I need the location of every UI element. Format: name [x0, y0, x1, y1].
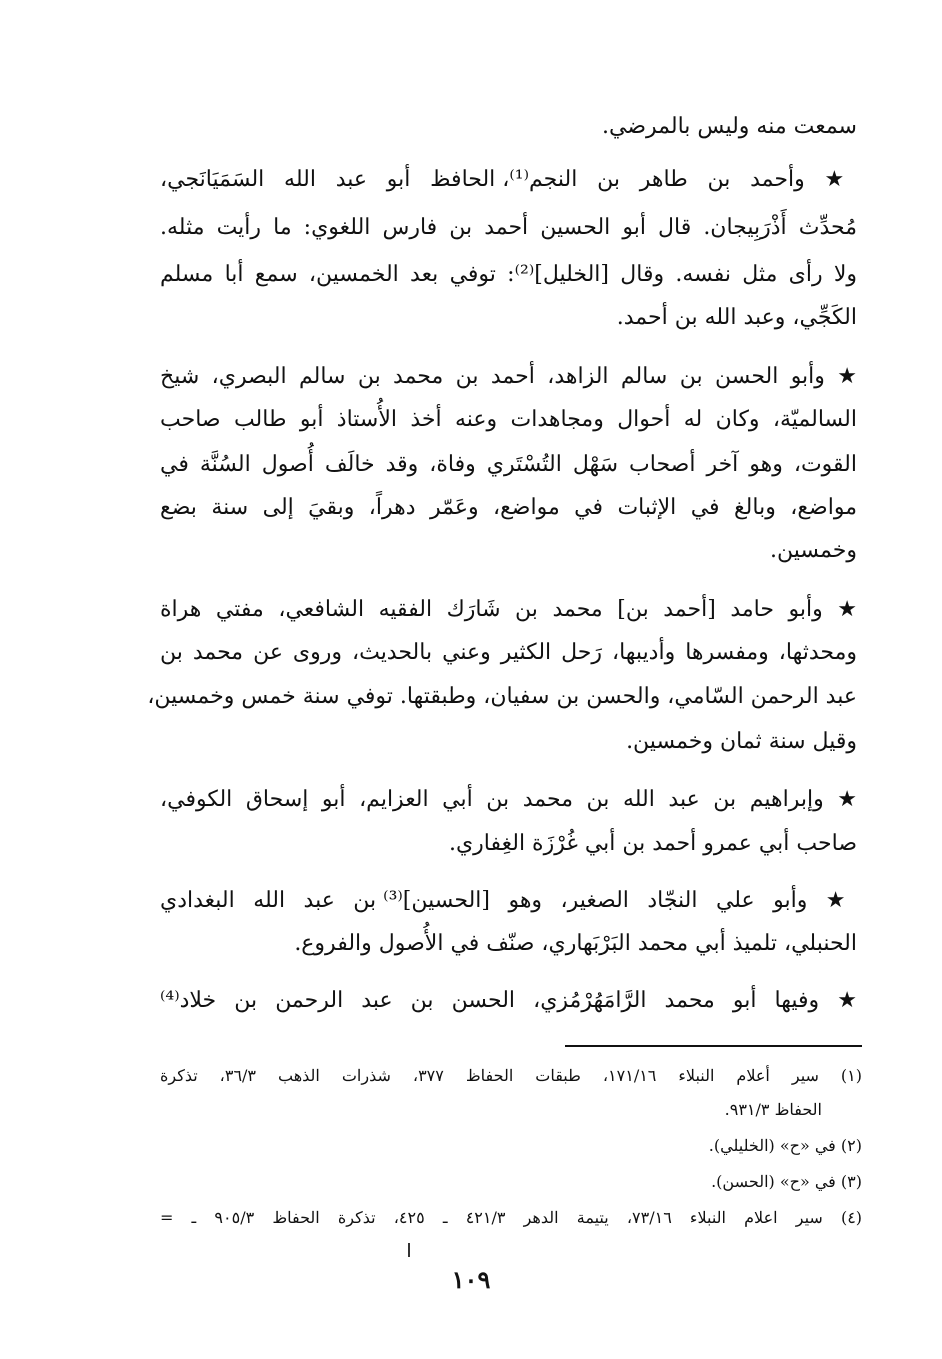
text-line: السالميّة، وكان له أحوال ومجاهدات وعنه أخذ الأُستاذ أبو طالب صاحب	[160, 407, 857, 432]
footnote-line: (٤) سير اعلام النبلاء ٧٣/١٦، يتيمة الدهر ٤٢١/٣ ـ ٤٢٥، تذكرة الحفاظ ٩٠٥/٣ ـ =	[160, 1208, 863, 1227]
text-line: ★ وفيها أبو محمد الرَّامَهُرْمُزي، الحسن بن عبد الرحمن بن خلاد⁽⁴⁾	[160, 988, 857, 1013]
footnote-line: الحفاظ ٩٣١/٣.	[724, 1100, 822, 1119]
page-number: ١٠٩	[451, 1265, 491, 1294]
text-line: وخمسين.	[770, 538, 857, 563]
print-mark	[408, 1243, 410, 1257]
footnote-line: (٢) في «ح» (الخليلي).	[708, 1136, 862, 1155]
text-line: الكَجِّي، وعبد الله بن أحمد.	[616, 305, 857, 330]
text-line: صاحب أبي عمرو أحمد بن أبي غُرْزَة الغِفاري.	[448, 831, 857, 856]
text-line: وقيل سنة ثمان وخمسين.	[626, 729, 857, 754]
text-line: ★ وأبو الحسن بن سالم الزاهد، أحمد بن محمد بن سالم البصري، شيخ	[160, 364, 857, 389]
footnote-line: (١) سير أعلام النبلاء ١٧١/١٦، طبقات الحفاظ ٣٧٧، شذرات الذهب ٣٦/٣، تذكرة	[160, 1066, 863, 1085]
text-line: ولا رأى مثل نفسه. وقال [الخليل]⁽²⁾: توفي بعد الخمسين، سمع أبا مسلم	[160, 262, 858, 287]
text-line: مُحدِّث أَذْرَبِيجان. قال أبو الحسين أحمد بن فارس اللغوي: ما رأيت مثله.	[160, 215, 857, 240]
text-line: ★ وأبو حامد [أحمد بن] محمد بن شَارَك الفقيه الشافعي، مفتي هراة	[160, 597, 857, 622]
text-line: مواضع، وبالغ في الإثبات في مواضع، وعَمّر دهراً، وبقيَ إلى سنة بضع	[160, 495, 857, 520]
text-line: ★ وأبو علي النجّاد الصغير، وهو [الحسين]⁽³⁾ بن عبد الله البغدادي	[160, 888, 857, 913]
text-line: ومحدثها، ومفسرها وأديبها، رَحل الكثير وعني بالحديث، وروى عن محمد بن	[160, 640, 857, 665]
text-line: ★ وأحمد بن طاهر بن النجم⁽¹⁾، الحافظ أبو عبد الله السَمَيَانَجي،	[160, 167, 857, 192]
text-line: عبد الرحمن السّامي، والحسن بن سفيان، وطبقتها. توفي سنة خمس وخمسين،	[147, 684, 857, 709]
footnote-line: (٣) في «ح» (الحسن).	[711, 1172, 862, 1191]
text-line: القوت، وهو آخر أصحاب سَهْل التُسْتَري وفاة، وقد خالَف أُصول السُنَّة في	[160, 452, 857, 477]
text-line: سمعت منه وليس بالمرضي.	[602, 114, 857, 139]
text-line: الحنبلي، تلميذ أبي محمد البَرْبَهاري، صنّف في الأُصول والفروع.	[294, 931, 857, 956]
text-line: ★ وإبراهيم بن عبد الله بن محمد بن أبي العزايم، أبو إسحاق الكوفي،	[160, 787, 857, 812]
footnote-separator	[565, 1045, 862, 1047]
